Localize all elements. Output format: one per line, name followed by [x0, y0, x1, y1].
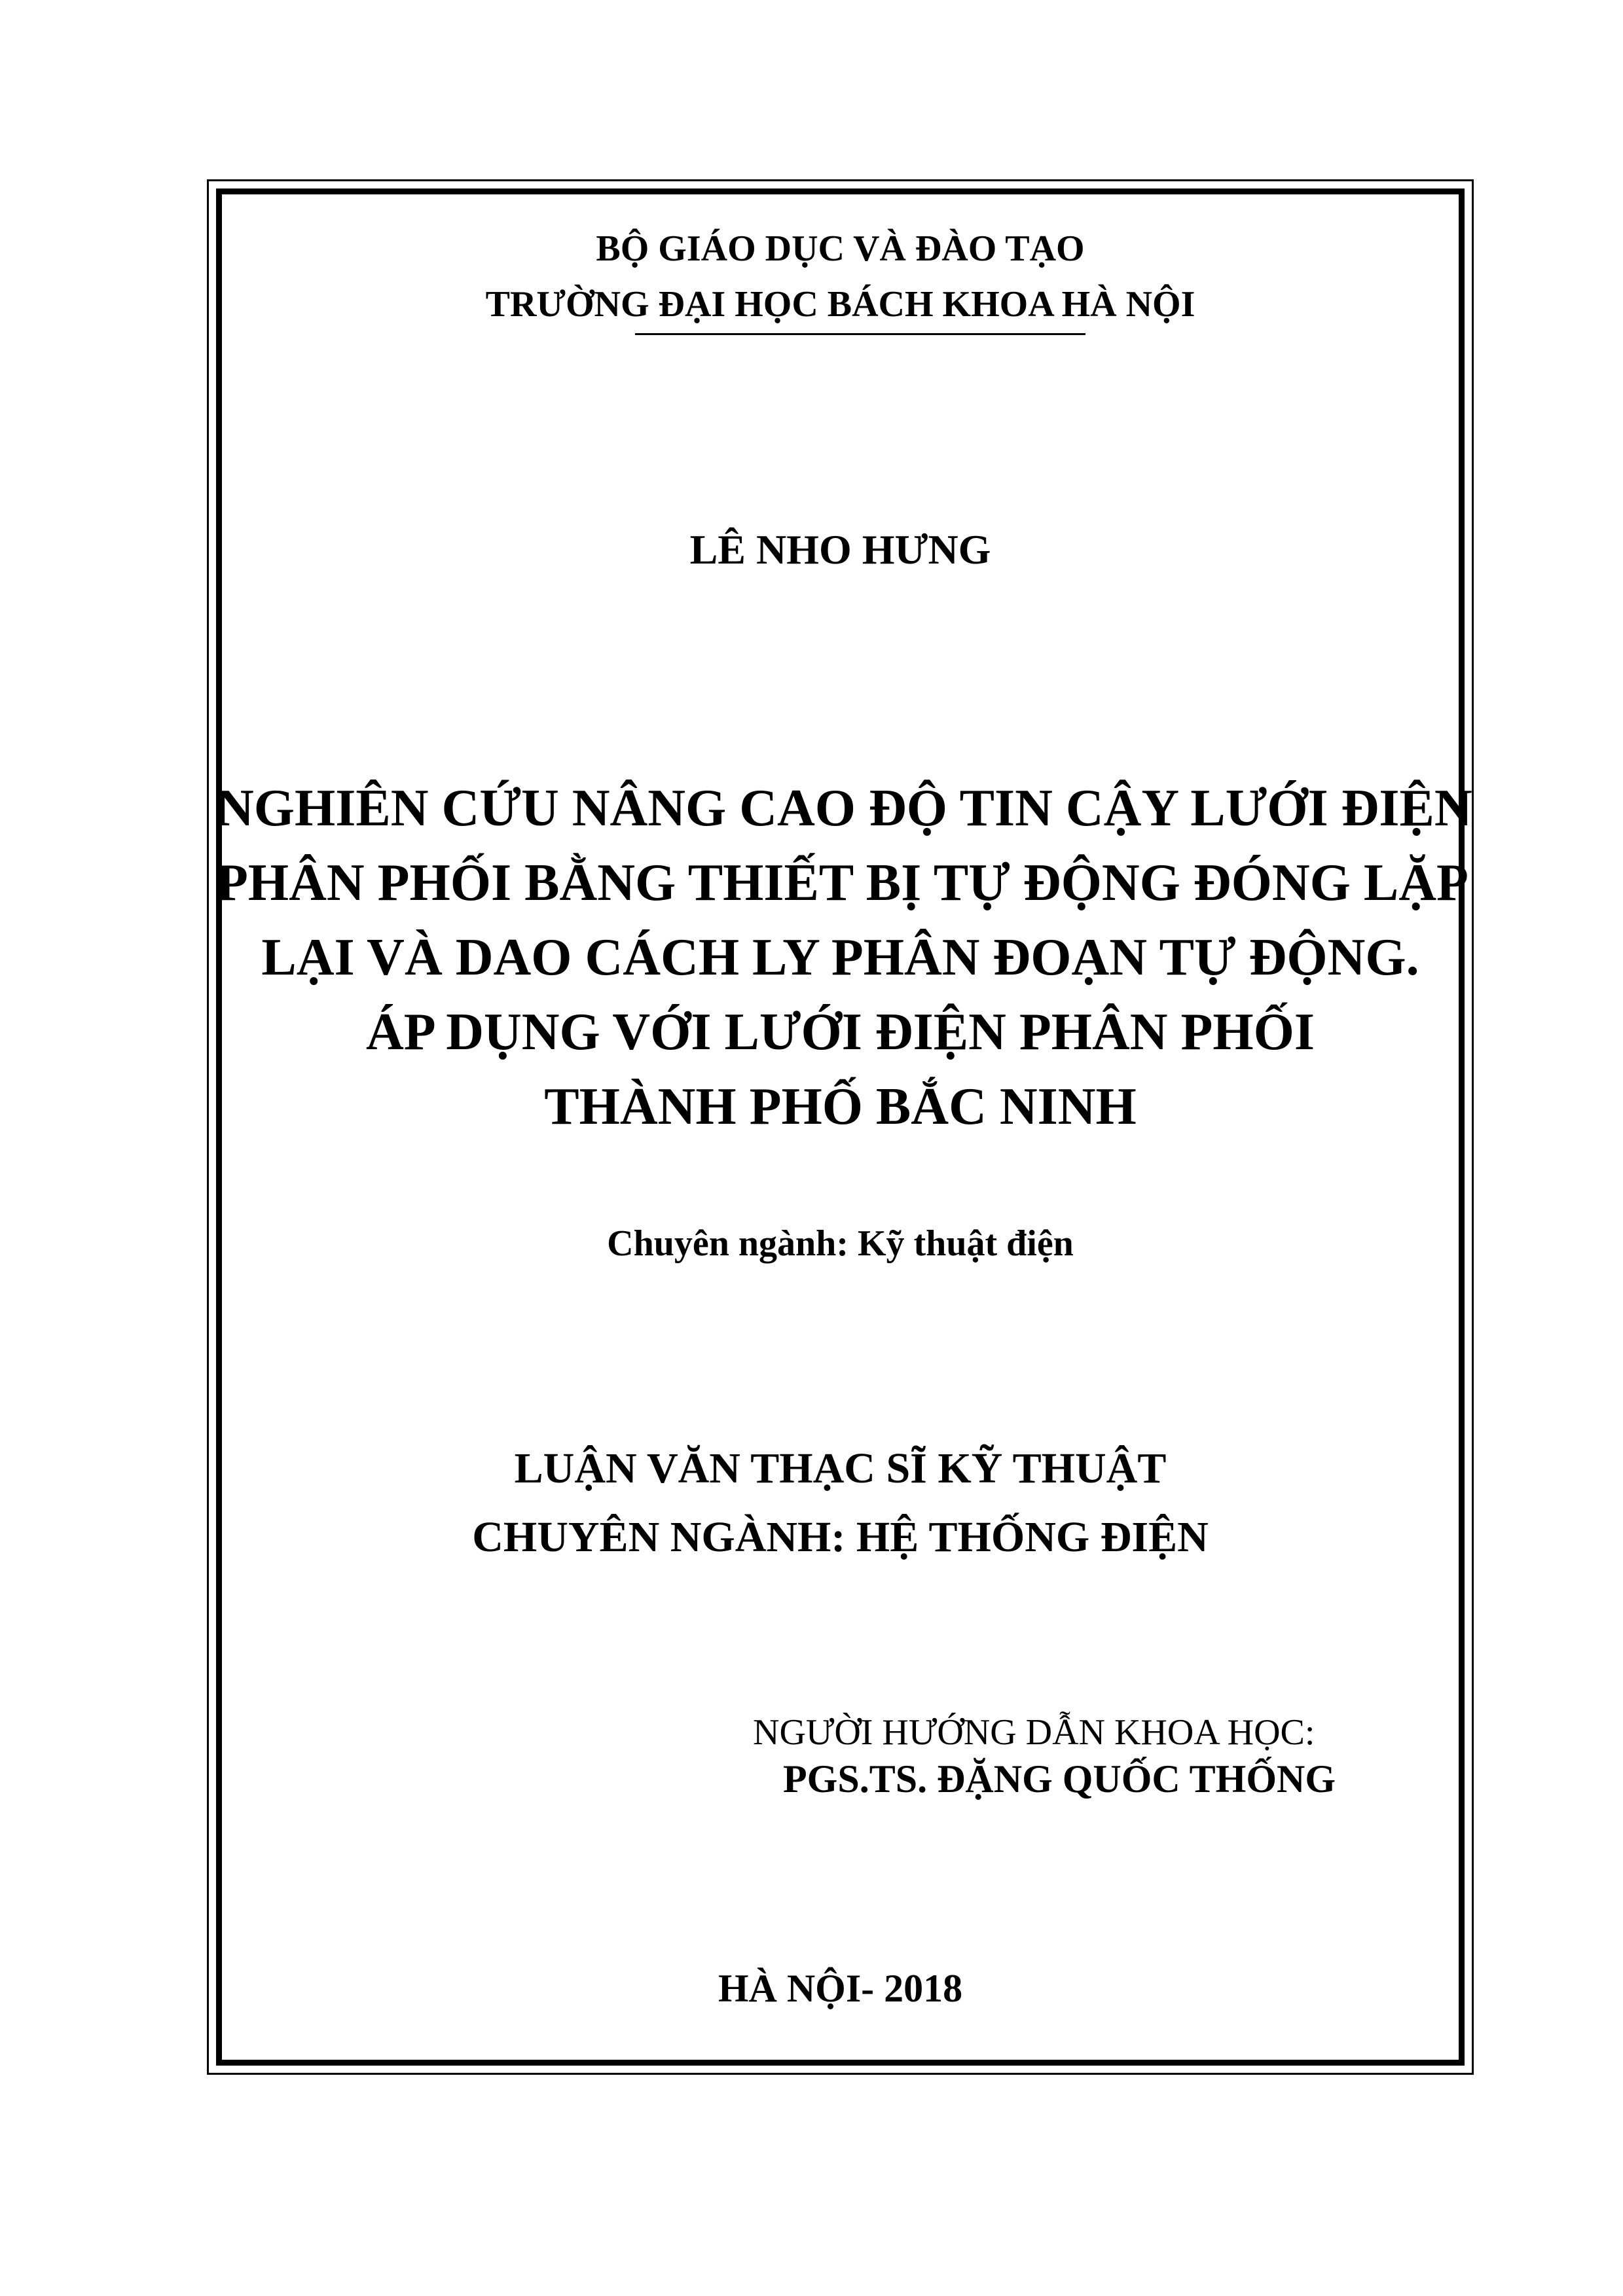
thesis-title-line: THÀNH PHỐ BẮC NINH	[544, 1078, 1137, 1136]
thesis-title	[216, 771, 1472, 1144]
thesis-title-line: NGHIÊN CỨU NÂNG CAO ĐỘ TIN CẬY LƯỚI ĐIỆN	[216, 780, 1472, 837]
degree-major: CHUYÊN NGÀNH: HỆ THỐNG ĐIỆN	[472, 1513, 1209, 1561]
degree-type: LUẬN VĂN THẠC SĨ KỸ THUẬT	[514, 1444, 1167, 1492]
university-name: TRƯỜNG ĐẠI HỌC BÁCH KHOA HÀ NỘI	[485, 284, 1195, 325]
advisor-label: NGƯỜI HƯỚNG DẪN KHOA HỌC:	[753, 1712, 1315, 1753]
advisor-name: PGS.TS. ĐẶNG QUỐC THỐNG	[783, 1757, 1336, 1801]
thesis-title-line: LẠI VÀ DAO CÁCH LY PHÂN ĐOẠN TỰ ĐỘNG.	[261, 929, 1419, 986]
thesis-title-line: PHÂN PHỐI BẰNG THIẾT BỊ TỰ ĐỘNG ĐÓNG LẶP	[216, 854, 1468, 912]
ministry-name: BỘ GIÁO DỤC VÀ ĐÀO TẠO	[596, 228, 1085, 269]
thesis-title-line: ÁP DỤNG VỚI LƯỚI ĐIỆN PHÂN PHỐI	[366, 1003, 1315, 1061]
author-name: LÊ NHO HƯNG	[689, 526, 991, 573]
place-year: HÀ NỘI- 2018	[718, 1967, 963, 2010]
header-divider	[635, 333, 1085, 335]
specialty: Chuyên ngành: Kỹ thuật điện	[607, 1223, 1074, 1264]
